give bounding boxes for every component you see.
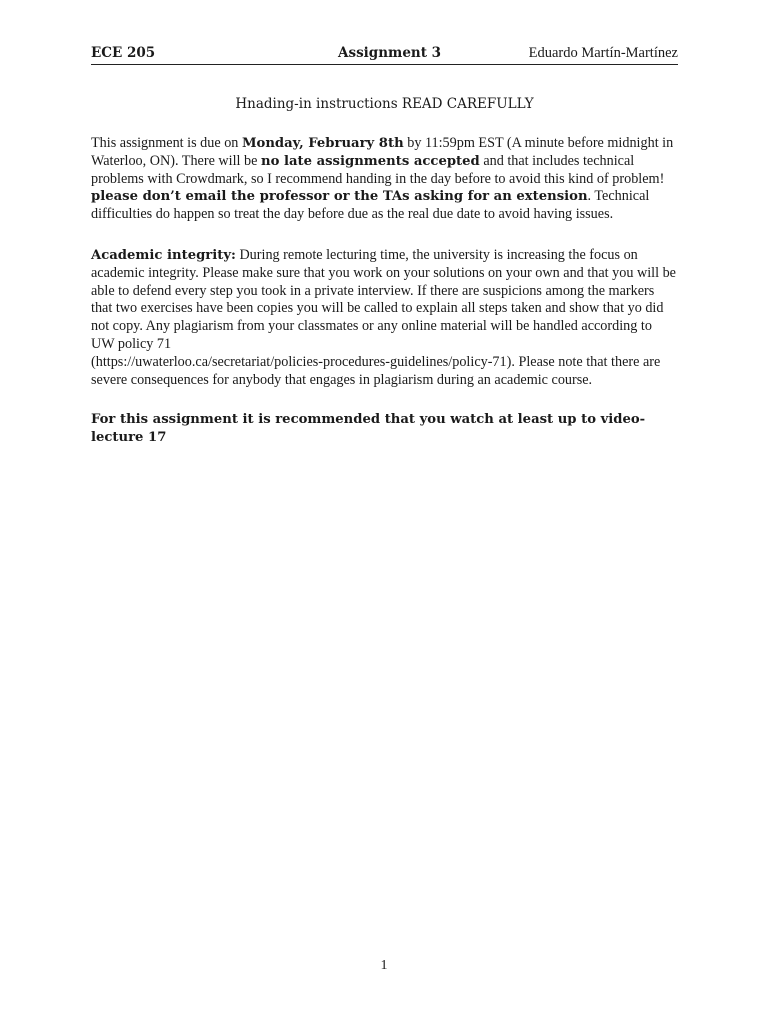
page-header: [91, 44, 678, 65]
paragraph-text: . Please note that there are severe consequences for anybody that engages in plagiarism during an academic course.: [91, 353, 661, 388]
section-title: Hnading-in instructions READ CAREFULLY: [235, 96, 534, 112]
late-policy: no late assignments accepted: [260, 153, 480, 169]
policy-link: (https://uwaterloo.ca/secretariat/policies-procedures-guidelines/policy-71): [91, 353, 512, 370]
integrity-heading: Academic integrity:: [91, 248, 236, 263]
paragraph-text: This assignment is due on: [91, 135, 242, 151]
assignment-title: Assignment 3: [338, 45, 442, 61]
paragraph-text: . Technical difficulties do happen so treat the day before due as the real due date to avoid having issues.: [91, 188, 650, 223]
extension-warning: please don’t email the professor or the TAs asking for an extension: [91, 189, 588, 205]
due-date: Monday, February 8th: [241, 136, 404, 151]
course-code: ECE 205: [91, 45, 156, 61]
paragraph-text: and that includes technical problems with Crowdmark, so I recommend handing in the day before to avoid this kind of problem!: [91, 152, 665, 187]
recommendation-note: For this assignment it is recommended that you watch at least up to video-lecture 17: [91, 412, 646, 445]
due-date-paragraph: [91, 135, 678, 224]
page-number: 1: [380, 958, 388, 973]
academic-integrity-paragraph: [91, 247, 678, 389]
author-name: Eduardo Martín-Martínez: [528, 45, 678, 61]
paragraph-text: by 11:59pm EST (A minute before midnight in Waterloo, ON). There will be: [91, 135, 674, 169]
paragraph-text: During remote lecturing time, the university is increasing the focus on academic integrity. Please make sure that you work on your solutions on your own and that you will be able to defend every step you took in a private interview. If there are suspicions among the markers that two exercises have been copies you will be called to explain all steps taken and show that yo did not copy. Any plagiarism from your classmates or any online material will be handled according to UW policy 71: [91, 247, 676, 352]
